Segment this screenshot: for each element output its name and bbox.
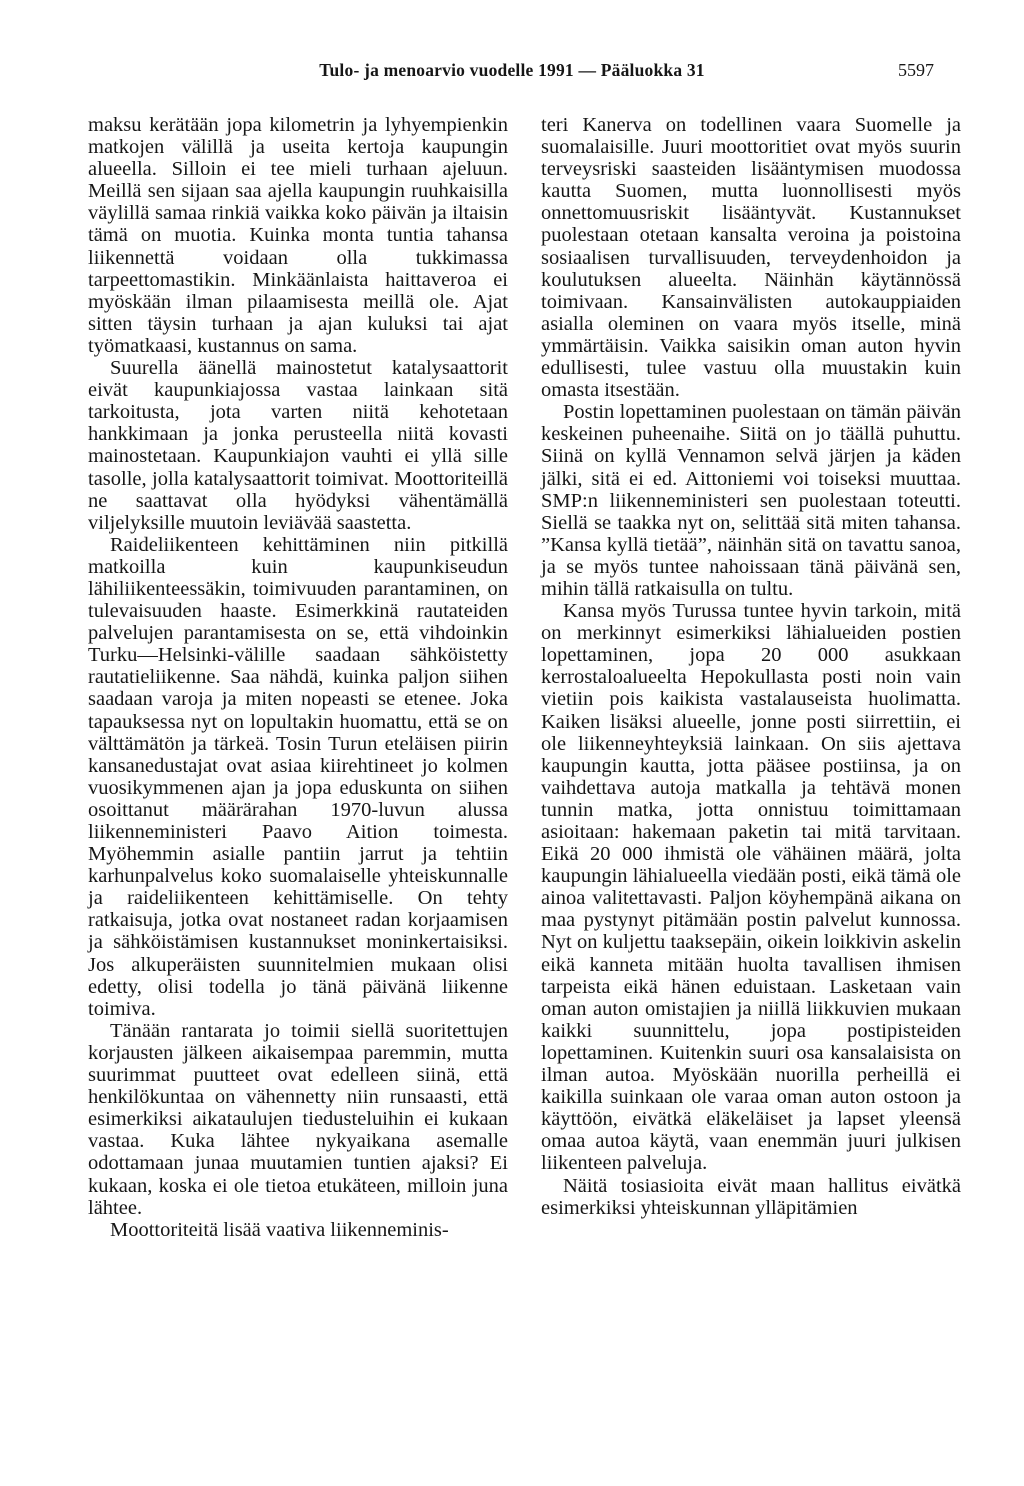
page-header (0, 60, 1024, 90)
paragraph: Näitä tosiasioita eivät maan hallitus eivätkä esimerkiksi yhteiskunnan ylläpitämien (541, 1174, 961, 1219)
left-text-column (88, 114, 508, 1241)
paragraph: Raideliikenteen kehittäminen niin pitkillä matkoilla kuin kaupunkiseudun lähiliikenteessäkin, toimivuuden parantaminen, on tulevaisuuden haaste. Esimerkkinä rautateiden palvelujen parantamisesta on se, että vihdoinkin Turku—Helsinki-välille saadaan sähköistetty rautatieliikenne. Saa nähdä, kuinka paljon siihen saadaan varoja ja miten nopeasti se etenee. Joka tapauksessa nyt on lopultakin huomattu, että se on välttämätön ja tärkeä. Tosin Turun eteläisen piirin kansanedustajat ovat asiaa kiirehtineet jo kolmen vuosikymmenen ajan ja jopa eduskunta on siihen osoittanut määrärahan 1970-luvun alussa liikenneministeri Paavo Aition toimesta. Myöhemmin asialle pantiin jarrut ja tehtiin karhunpalvelus koko suomalaiselle yhteiskunnalle ja raideliikenteen kehittämiselle. On tehty ratkaisuja, jotka ovat nostaneet radan korjaamisen ja sähköistämisen kustannukset moninkertaisiksi. Jos alkuperäisten suunnitelmien mukaan olisi edetty, olisi todella jo tänä päivänä liikenne toimiva. (88, 533, 508, 1020)
paragraph: Suurella äänellä mainostetut katalysaattorit eivät kaupunkiajossa vastaa lainkaan sitä tarkoitusta, jota varten niitä kehotetaan hankkimaan ja jonka perusteella niitä kovasti mainostetaan. Kaupunkiajon vauhti ei yllä sille tasolle, jolla katalysaattorit toimivat. Moottoriteillä ne saattavat olla hyödyksi vähentämällä viljelyksille muutoin leviävää saastetta. (88, 357, 508, 534)
paragraph: Postin lopettaminen puolestaan on tämän päivän keskeinen puheenaihe. Siitä on jo täällä puhuttu. Siinä on kyllä Vennamon selvä järjen ja käden jälki, sitä ei ed. Aittoniemi voi toiseksi muuttaa. SMP:n liikenneministeri sen puolestaan toteutti. Siellä se taakka nyt on, selittää sitä miten tahansa. ”Kansa kyllä tietää”, näinhän sitä on tavattu sanoa, ja se myös tuntee nahoissaan tänä päivänä sen, mihin tällä ratkaisulla on tultu. (541, 401, 961, 600)
running-header-title: Tulo- ja menoarvio vuodelle 1991 — Pääluokka 31 (319, 60, 705, 80)
paragraph: teri Kanerva on todellinen vaara Suomelle ja suomalaisille. Juuri moottoritiet ovat myös suurin terveysriski saasteiden lisääntymisen muodossa kautta Suomen, mutta luonnollisesti myös onnettomuusriskit lisääntyvät. Kustannukset puolestaan otetaan kansalta veroina ja poistoina sosiaalisen turvallisuuden, terveydenhoidon ja koulutuksen alueelta. Näinhän käytännössä toimivaan. Kansainvälisten autokauppiaiden asialla oleminen on vaara myös itselle, minä ymmärtäisin. Vaikka saisikin oman auton hyvin edullisesti, tulee vastuu olla muustakin kuin omasta itsestään. (541, 114, 961, 402)
paragraph: maksu kerätään jopa kilometrin ja lyhyempienkin matkojen välillä ja useita kertoja kaupungin alueella. Silloin ei tee mieli turhaan ajeluun. Meillä sen sijaan saa ajella kaupungin ruuhkaisilla väylillä samaa rinkiä vaikka koko päivän ja iltaisin tämä on muotia. Kuinka monta tuntia tahansa liikennettä voidaan olla tukkimassa tarpeettomastikin. Minkäänlaista haittaveroa ei myöskään ilman pilaamisesta meillä ole. Ajat sitten täysin turhaan ja ajan kuluksi tai ajat työmatkaasi, kustannus on sama. (88, 114, 508, 357)
paragraph: Kansa myös Turussa tuntee hyvin tarkoin, mitä on merkinnyt esimerkiksi lähialueiden postien lopettaminen, jopa 20 000 asukkaan kerrostaloalueelta Hepokullasta posti noin vain vietiin pois kaikista vastalauseista huolimatta. Kaiken lisäksi alueelle, jonne posti siirrettiin, ei ole liikenneyhteyksiä lainkaan. On siis ajettava kaupungin kautta, jotta pääsee postiinsa, ja on vaihdettava autoja matkalla ja tehtävä monen tunnin matka, jotta onnistuu toimittamaan asioitaan: hakemaan paketin tai mitä tarvitaan. Eikä 20 000 ihmistä ole vähäinen määrä, jolta kaupungin lähialueella viedään posti, eikä tämä ole ainoa valitettavasti. Paljon köyhempänä aikana on maa pystynyt pitämään postin palvelut kunnossa. Nyt on kuljettu taaksepäin, oikein loikkivin askelin eikä kanneta mitään huolta tavallisen ihmisen tarpeista eikä hänen eduistaan. Lasketaan vain oman auton omistajien ja niillä liikkuvien mukaan kaikki suunnittelu, jopa postipisteiden lopettaminen. Kuitenkin suuri osa kansalaisista on ilman autoa. Myöskään nuorilla perheillä ei kaikilla suinkaan ole varaa oman auton ostoon ja käyttöön, eivätkä eläkeläiset ja lapset yleensä omaa autoa käytä, vaan enemmän juuri julkisen liikenteen palveluja. (541, 600, 961, 1175)
paragraph: Moottoriteitä lisää vaativa liikenneminis- (110, 1218, 449, 1241)
paragraph: Tänään rantarata jo toimii siellä suoritettujen korjausten jälkeen aikaisempaa paremmin, mutta suurimmat puutteet ovat edelleen siinä, että henkilökuntaa on vähennetty niin runsaasti, että esimerkiksi aikataulujen tiedusteluihin ei kukaan vastaa. Kuka lähtee nykyaikana asemalle odottamaan junaa muutamien tuntien ajaksi? Ei kukaan, koska ei ole tietoa etukäteen, milloin juna lähtee. (88, 1019, 508, 1219)
page-number: 5597 (898, 60, 934, 80)
right-text-column (541, 114, 961, 1219)
